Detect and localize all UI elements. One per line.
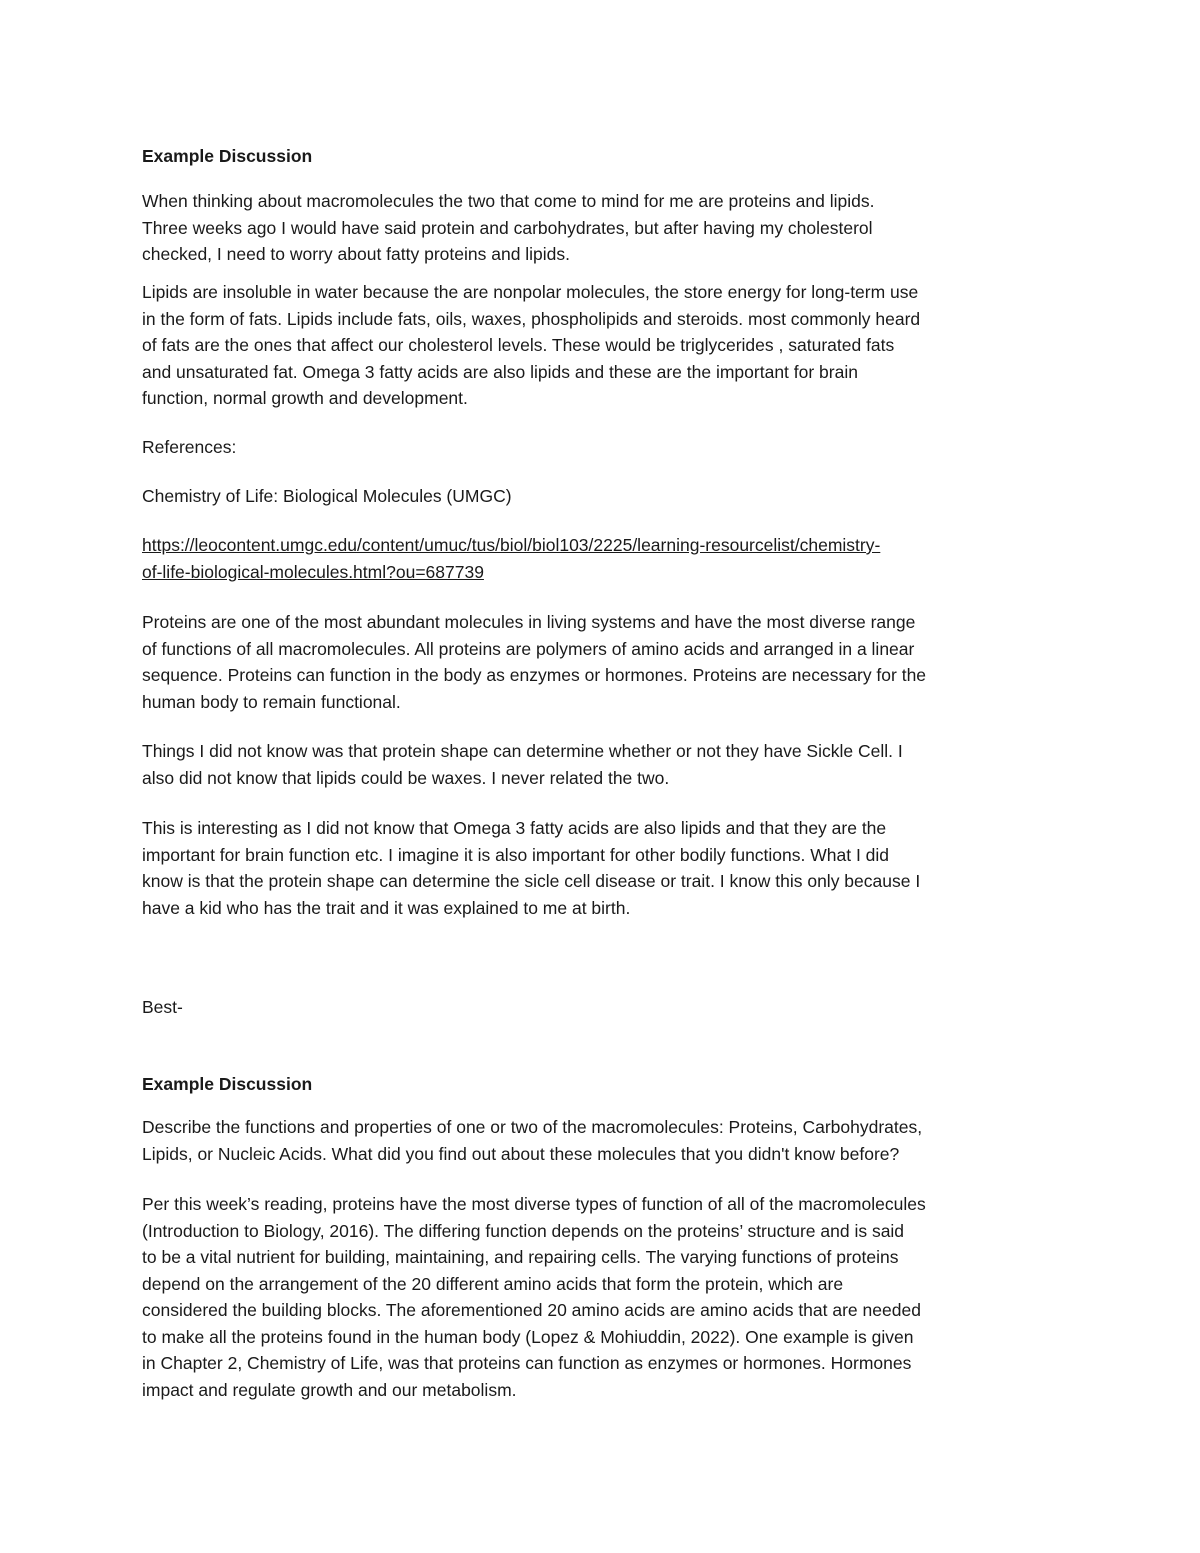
- reference-link[interactable]: https://leocontent.umgc.edu/content/umuc/tus/biol/biol103/2225/learning-resourcelist/chemistry- of-life-biological-molecules.html?ou=687739: [142, 535, 881, 582]
- interesting-paragraph: This is interesting as I did not know that Omega 3 fatty acids are also lipids and that they are the important for brain function etc. I imagine it is also important for other bodily functions. What I did know is that the protein shape can determine the sicle cell disease or trait. I know this only because I have a kid who has the trait and it was explained to me at birth.: [142, 818, 921, 918]
- proteins-paragraph: Proteins are one of the most abundant molecules in living systems and have the most diverse range of functions of all macromolecules. All proteins are polymers of amino acids and arranged in a linear sequence. Proteins can function in the body as enzymes or hormones. Proteins are necessary for the human body to remain functional.: [142, 612, 927, 712]
- section2-body-paragraph: Per this week’s reading, proteins have the most diverse types of function of all of the macromolecules (Introduction to Biology, 2016). The differing function depends on the proteins’ structure and is said to be a vital nutrient for building, maintaining, and repairing cells. The varying functions of proteins depend on the arrangement of the 20 different amino acids that form the protein, which are considered the building blocks. The aforementioned 20 amino acids are amino acids that are needed to make all the proteins found in the human body (Lopez & Mohiuddin, 2022). One example is given in Chapter 2, Chemistry of Life, was that proteins can function as enzymes or hormones. Hormones impact and regulate growth and our metabolism.: [142, 1194, 926, 1400]
- signoff-text: Best-: [142, 997, 183, 1017]
- lipids-paragraph: Lipids are insoluble in water because the are nonpolar molecules, the store energy for long-term use in the form of fats. Lipids include fats, oils, waxes, phospholipids and steroids. most commonly heard of fats are the ones that affect our cholesterol levels. These would be triglycerides , saturated fats and unsaturated fat. Omega 3 fatty acids are also lipids and these are the important for brain function, normal growth and development.: [142, 282, 921, 408]
- section2-heading: Example Discussion: [142, 1074, 313, 1094]
- reference-title: Chemistry of Life: Biological Molecules (UMGC): [142, 486, 512, 506]
- did-not-know-paragraph: Things I did not know was that protein shape can determine whether or not they have Sickle Cell. I also did not know that lipids could be waxes. I never related the two.: [142, 741, 903, 788]
- section1-intro-paragraph: When thinking about macromolecules the two that come to mind for me are proteins and lipids. Three weeks ago I would have said protein and carbohydrates, but after having my cholesterol checked, I need to worry about fatty proteins and lipids.: [142, 191, 875, 264]
- references-label: References:: [142, 437, 237, 457]
- section2-prompt-paragraph: Describe the functions and properties of one or two of the macromolecules: Proteins, Carbohydrates, Lipids, or Nucleic Acids. What did you find out about these molecules that you didn't know before?: [142, 1117, 923, 1164]
- section1-heading: Example Discussion: [142, 146, 313, 166]
